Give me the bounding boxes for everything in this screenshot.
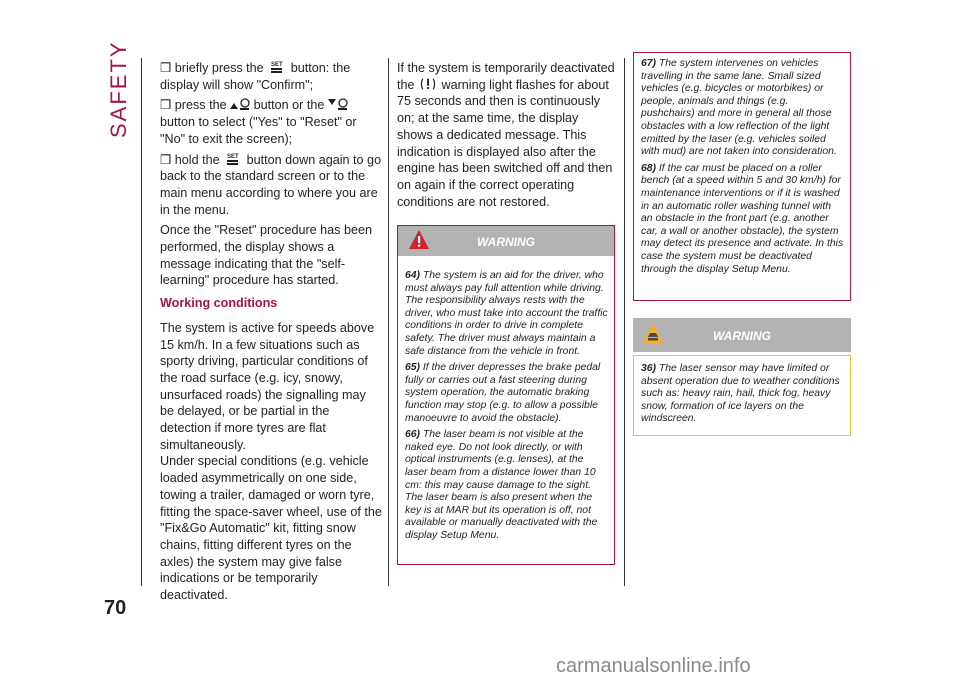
warning-header xyxy=(398,226,614,256)
caution-note: 36) The laser sensor may have limited or absent operation due to weather conditions such as: heavy rain, hail, thick fog, heavy snow, formation of ice layers on the windscreen. xyxy=(641,363,840,425)
working-paragraph-1: The system is active for speeds above 15 km/h. In a few situations such as sporty driving, particular conditions of the road surface (e.g. icy, snowy, unsurfaced roads) the signalling may be delayed, or be partial in the detection if more tyres are flat simultaneously. xyxy=(160,320,375,452)
down-arrow-button-icon xyxy=(328,97,348,111)
set-button-icon xyxy=(223,152,243,166)
step-hold: ❒ hold the SET button down again to go back to the standard screen or to the main menu according to where you are in the menu. xyxy=(160,152,382,217)
section-tab-label: SAFETY xyxy=(106,40,131,138)
note-68: 68) If the car must be placed on a roller bench (at a speed within 5 and 30 km/h) for maintenance interventions or if it is washed in an automatic roller washing tunnel with an obstacle in the front part (e.g. another car, a wall or another obstacle), the system may detect its presence and activate. In this case the system must be deactivated through the display Setup Menu. xyxy=(641,162,844,275)
step-press-arrows: ❒ press the button or the button to select ("Yes" to "Reset" or "No" to exit the screen); xyxy=(160,98,357,146)
deactivation-paragraph: If the system is temporarily deactivated the warning light flashes for about 75 seconds and then is continuously on; at the same time, the display shows a dedicated message. This indication is displayed also after the engine has been switched off and then on again if the correct operating conditions are not restored. xyxy=(397,61,615,209)
middle-column xyxy=(397,60,615,214)
column-divider xyxy=(141,58,142,586)
warning-light-icon xyxy=(418,77,438,91)
caution-header xyxy=(633,318,851,352)
notes-box xyxy=(633,52,851,301)
working-paragraph-2: Under special conditions (e.g. vehicle loaded asymmetrically on one side, towing a trailer, damaged or worn tyre, fitting the space-saver wheel, use of the "Fix&Go Automatic" kit, fitting snow chains, fitting different tyres on the axles) the system may give false indications or be temporarily deactivated. xyxy=(160,454,382,603)
svg-text:SET: SET xyxy=(227,153,239,160)
warning-box xyxy=(397,225,615,565)
step-briefly-press: ❒ briefly press the SET button: the display will show "Confirm"; xyxy=(160,61,351,92)
note-64: 64) The system is an aid for the driver, who must always pay full attention while driving. The responsibility always rests with the driver, who must take into account the traffic conditions in order to drive in complete safety. The driver must always maintain a safe distance from the vehicle in front. xyxy=(405,270,608,357)
section-tab xyxy=(96,40,140,140)
note-67: 67) The system intervenes on vehicles travelling in the same lane. Small sized vehicles (e.g. bicycles or motorbikes) or people, animals and things (e.g. pushchairs) and more in general all those obstacles with a low reflection of the light emitted by the laser (e.g. vehicles soiled with mud) are not taken into consideration. xyxy=(641,58,837,158)
svg-text:SET: SET xyxy=(271,62,283,68)
notes-content xyxy=(641,58,844,280)
column-divider xyxy=(388,58,389,586)
caution-header-box xyxy=(633,318,851,352)
left-column xyxy=(160,60,382,608)
column-divider xyxy=(624,58,625,586)
page-number: 70 xyxy=(104,597,127,619)
set-button-icon xyxy=(267,60,287,74)
note-65: 65) If the driver depresses the brake pedal fully or carries out a fast steering during system operation, the automatic braking function may stop (e.g. to allow a possible manoeuvre to avoid the obstacle). xyxy=(405,362,601,424)
caution-box xyxy=(633,355,851,436)
reset-paragraph: Once the "Reset" procedure has been performed, the display shows a message indicating that the "self-learning" procedure has started. xyxy=(160,223,372,288)
warning-notes xyxy=(405,270,608,546)
note-66: 66) The laser beam is not visible at the naked eye. Do not look directly, or with optical instruments (e.g. lenses), at the laser beam from a distance lower than 10 cm: this may cause damage to the sight. The laser beam is also present when the key is at MAR but its operation is off, not available or manually deactivated with the display Setup Menu. xyxy=(405,429,598,541)
watermark: carmanualsonline.info xyxy=(556,655,751,677)
caution-title: WARNING xyxy=(713,329,771,343)
up-arrow-button-icon xyxy=(230,97,250,111)
warning-title: WARNING xyxy=(477,235,535,249)
working-conditions-heading: Working conditions xyxy=(160,296,278,311)
